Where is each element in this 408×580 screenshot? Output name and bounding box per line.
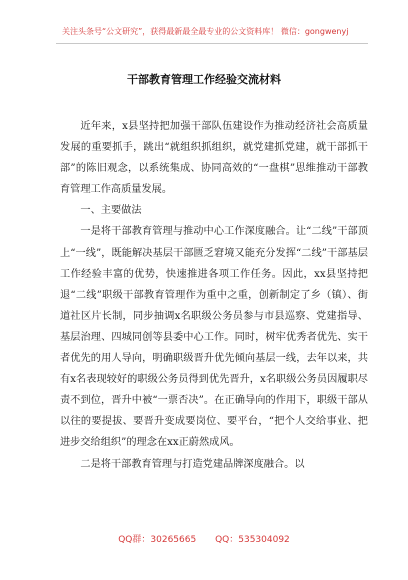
document-title: 干部教育管理工作经验交流材料 [127,73,281,86]
footer-contacts [0,532,408,545]
paragraph-point-one: 一是将干部教育管理与推动中心工作深度融合。让“二线”干部顶上“一线”，既能解决基层干部匮乏窘境又能充分发挥“二线”干部基层工作经验丰富的优势，快速推进各项工作任务。因此，xx县坚持把退“二线”职级干部教育管理作为重中之重，创新制定了乡（镇）、街道社区片长制，同步抽调x名职级公务员参与市县巡察、党建指导、基层治理、四城同创等县委中心工作。同时，树牢优秀者优先、实干者优先的用人导向，明确职级晋升优先倾向基层一线，去年以来，共有x名表现较好的职级公务员得到优先晋升，x名职级公务员因履职尽责不到位，晋升中被“一票否决”。在正确导向的作用下，职级干部从以往的要提拔、要晋升变成要岗位、要平台，“把个人交给事业、把进步交给组织”的理念在xx正蔚然成风。 [60,226,368,449]
footer-qq-group: QQ群：30265665 [118,535,197,545]
paragraph-intro: 近年来，x县坚持把加强干部队伍建设作为推动经济社会高质量发展的重要抓手，跳出“就组织抓组织，就党建抓党建，就干部抓干部”的陈旧观念，以系统集成、协同高效的“一盘棋”思维推动干部教育管理工作高质量发展。 [60,121,368,196]
section-heading: 一、主要做法 [80,205,142,217]
header-divider [56,43,368,44]
footer-qq: QQ：535304092 [215,535,290,545]
paragraph-point-two: 二是将干部教育管理与打造党建品牌深度融合。以 [80,458,305,470]
document-body [60,116,368,475]
header-notice: 关注头条号“公文研究”，获得最新最全最专业的公文资料库！ 微信：gongwenyj [62,27,349,36]
